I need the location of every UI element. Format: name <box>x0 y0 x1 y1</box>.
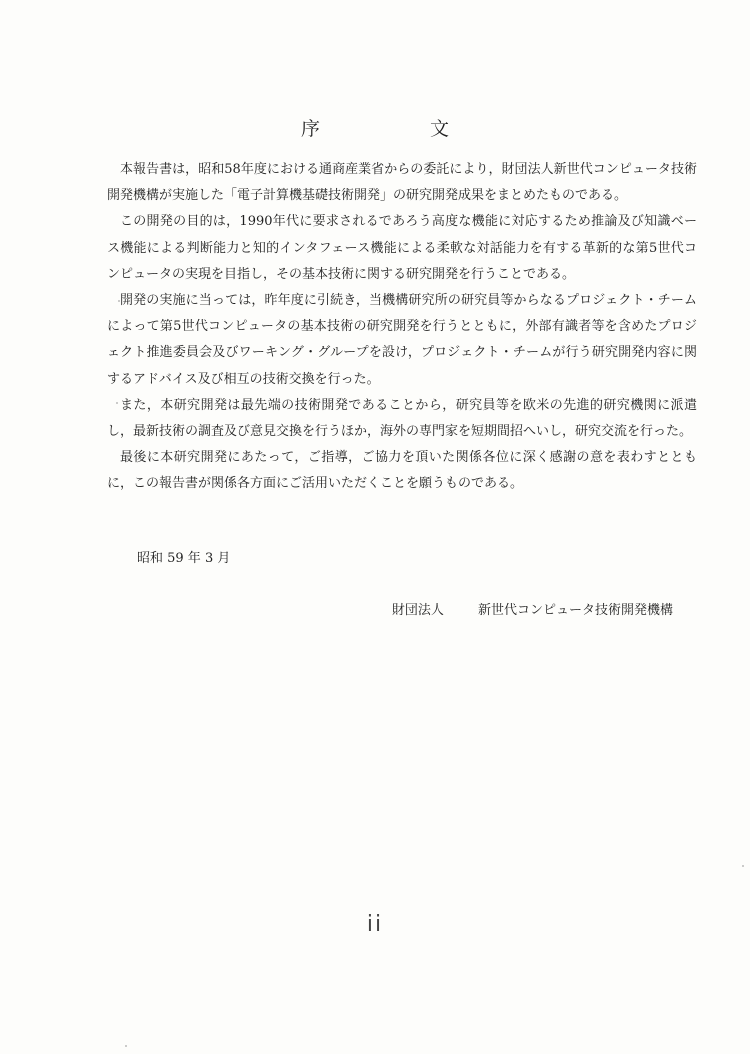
paragraph-3: 開発の実施に当っては，昨年度に引続き，当機構研究所の研究員等からなるプロジェクト・チームによって第5世代コンピュータの基本技術の研究開発を行うとともに，外部有識者等を含めたプロジェクト推進委員会及びワーキング・グループを設け，プロジェクト・チームが行う研究開発内容に関するアドバイス及び相互の技術交換を行った。 <box>107 293 697 387</box>
scan-speck <box>118 300 120 302</box>
page-number: ii <box>366 912 384 937</box>
paragraph-1: 本報告書は，昭和58年度における通商産業省からの委託により，財団法人新世代コンピュータ技術開発機構が実施した「電子計算機基礎技術開発」の研究開発成果をまとめたものである。 <box>107 162 697 204</box>
document-title: 序文 <box>300 118 559 140</box>
scan-speck <box>116 402 118 404</box>
signature-org-name: 新世代コンピュータ技術開発機構 <box>477 603 673 618</box>
body-text <box>107 157 697 498</box>
paragraph-4: また，本研究開発は最先端の技術開発であることから，研究員等を欧米の先進的研究機関に派遣し，最新技術の調査及び意見交換を行うほか，海外の専門家を短期間招へいし，研究交流を行った。 <box>107 397 697 440</box>
scan-speck <box>742 865 744 867</box>
paragraph-5: 最後に本研究開発にあたって，ご指導，ご協力を頂いた関係各位に深く感謝の意を表わすとともに，この報告書が関係各方面にご活用いただくことを願うものである。 <box>107 450 697 492</box>
scan-speck <box>125 1045 127 1047</box>
document-date: 昭和 59 年 3 月 <box>137 551 231 566</box>
paragraph-2: この開発の目的は，1990年代に要求されるであろう高度な機能に対応するため推論及び知識ベース機能による判断能力と知的インタフェース機能による柔軟な対話能力を有する革新的な第5世代コンピュータの実現を目指し，その基本技術に関する研究開発を行うことである。 <box>107 214 697 282</box>
signature-org-type: 財団法人 <box>391 603 444 618</box>
signature <box>392 599 673 618</box>
